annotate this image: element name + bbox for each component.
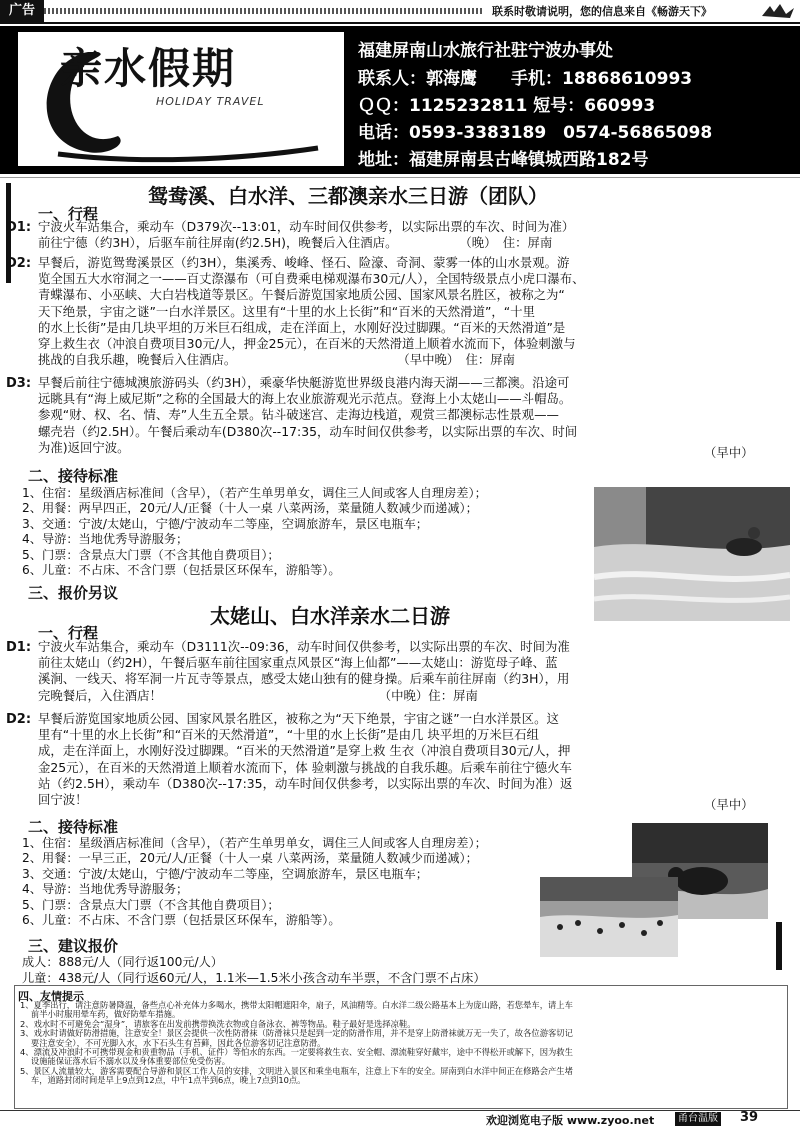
contact-person: 联系人：郭海鹰 手机：18868610993 [358,69,693,89]
address: 地址：福建屏南县古峰镇城西路182号 [358,150,649,170]
tour2-price-heading: 三、建议报价 [28,937,119,955]
tour2-day1-label: D1: [6,640,32,655]
tour1-day1-label: D1: [6,220,32,235]
top-divider [0,22,800,24]
edition-tag: 甬台温版 [675,1112,721,1126]
tour2-day1-text: 宁波火车站集合，乘动车（D3111次--09:36，动车时间仅供参考，以实际出票的车次、时间为准 前往太姥山（约2H），午餐后驱车前往国家重点风景区“海上仙都”——太姥山：游览母子峰、蓝 溪涧、一线天、将军洞一片瓦寺等景点，感受太姥山独有的健身操。后乘车前往屏南（约3H），用 完晚餐后，入住酒店！ （中晚）住：屏南 [38,639,570,703]
photo-swimmers-image [540,877,678,957]
phone-numbers: 电话：0593-3383189 0574-56865098 [358,123,713,143]
section-divider [0,177,800,178]
agency-name: 福建屏南山水旅行社驻宁波办事处 [358,41,613,61]
page-number: 39 [740,1110,759,1125]
footer-website-link[interactable]: 欢迎浏览电子版 www.zyoo.net [486,1114,655,1127]
tour2-title: 太姥山、白水洋亲水二日游 [210,604,450,628]
tour1-day2-text: 早餐后，游览鸳鸯溪景区（约3H），集溪秀、峻峰、怪石、险濠、奇洞、蒙雾一体的山水景观。游 览全国五大水帘洞之一——百丈漈瀑布（可自费乘电梯观瀑布30元/人），全国特级景点小虎口瀑布、 青蝶瀑布、小巫峡、大白岩栈道等景区。午餐后游览国家地质公园、国家风景名胜区，被称之为“ 天下绝景，宇宙之谜”一白水洋景区。这里有“十里的水上长街”和“百米的天然滑道”，“十里 的水上长街”是由几块平坦的万米巨石组成，走在洋面上，水刚好没过脚踝。“百米的天然滑道”是 穿上救生衣（冲浪自费项目30元/人，押金25元），在百米的天然滑道上顺着水流而下，体验刺激与 挑战的自我乐趣，晚餐后入住酒店。 （早中晚） 住：屏南 [38,255,585,368]
tour2-standard-list: 1、住宿：星级酒店标准间（含早），（若产生单男单女，调住三人间或客人自理房差）； 2、用餐：一早三正，20元/人/正餐（十人一桌 八菜两汤，菜量随人数减少而递减）； 3、交通：宁波/太姥山，宁德/宁波动车二等座，空调旅游车，景区电瓶车； 4、导游：当地优秀导游服务； 5、门票：含景点大门票（不含其他自费项目）； 6、儿童：不占床、不含门票（包括景区环保车，游船等）。 [22,836,487,928]
tour2-itinerary-heading: 一、行程 [38,624,99,642]
price-adult: 成人：888元/人（同行返100元/人） [22,955,223,969]
tour1-title: 鸳鸯溪、白水洋、三都澳亲水三日游（团队） [148,184,548,208]
tour1-day3-label: D3: [6,376,32,391]
tour2-standard-heading: 二、接待标准 [28,818,119,836]
tips-list: 1、夏季出行，请注意防暑降温，备些点心补充体力多喝水，携带太阳帽遮阳伞，扇子，风油精等。白水洋二级公路基本上为庞山路，若您晕车，请上车 前半小时服用晕车药，做好防晕车措施。 2、戏水时不可避免会“湿身”，请旅客在出发前携带换洗衣物或自备泳衣、裤等物品。鞋子最好是选择凉鞋。 3、戏水时请做好防滑措施，注意安全！景区会提供一次性防滑袜（防滑袜只是起到一定的防滑作用，并不是穿上防滑袜就万无一失了，故各位游客切记 要注意安全），不可光脚入水，水下石头生有苔藓，因此各位游客切记注意防滑。 4、漂流及冲浪时不可携带现金和贵重物品（手机、证件）等怕水的东西。一定要将救生衣、安全帽、漂流鞋穿好戴牢，途中不得松开或解下，因为救生 设施能保证落水后不溺水以及身体重要部位免受伤害。 5、景区人流量较大，游客需要配合导游和景区工作人员的安排，文明进入景区和乘坐电瓶车，注意上下车的安全。屏南到白水洋中间正在修路会产生堵 车，道路封闭时间是早上9点到12点，中午1点半到6点，晚上7点到10点。 [20,1000,573,1086]
waterfall-slide-photo [594,487,790,621]
top-stripe-divider [44,8,484,14]
tour1-day3-text: 早餐后前往宁德城澳旅游码头（约3H），乘豪华快艇游览世界级良港内海天湖——三都澳。沿途可 远眺具有“海上威尼斯”之称的全国最大的海上农业旅游观光示范点。登海上小太姥山——斗帽岛。 参观“财、权、名、情、寿”人生五全景。钻斗破迷宫、走海边栈道，观赏三都澳标志性景观—— 螺壳岩（约2.5H）。午餐后乘动车(D380次--17:35，动车时间仅供参考，以实际出票的车次、时间 为准)返回宁波。 [38,375,578,455]
photo-waterfall-image [594,487,790,621]
tour1-standard-heading: 二、接待标准 [28,467,119,485]
qq-number: ＱＱ：1125232811 短号：660993 [358,96,656,116]
tour1-price-heading: 三、报价另议 [28,584,119,602]
logo-subtitle: HOLIDAY TRAVEL [156,95,265,108]
ad-tag: 广告 [0,0,44,22]
tour1-standard-list: 1、住宿：星级酒店标准间（含早），（若产生单男单女，调住三人间或客人自理房差）； 2、用餐：两早四正，20元/人/正餐（十人一桌 八菜两汤，菜量随人数减少而递减）； 3、交通：宁波/太姥山，宁德/宁波动车二等座，空调旅游车，景区电瓶车； 4、导游：当地优秀导游服务； 5、门票：含景点大门票（不含其他自费项目）； 6、儿童：不占床、不含门票（包括景区环保车，游船等）。 [22,486,487,578]
logo-text: 亲水假期 [60,44,237,93]
price-child: 儿童：438元/人（同行返60元/人，1.1米—1.5米小孩含动车半票，不含门票不占床） [22,971,486,985]
side-bar-accent [776,922,782,970]
magazine-logo-icon [760,2,796,20]
tour2-day2-meal: （早中） [704,797,754,812]
tips-heading: 四、友情提示 [18,990,84,1003]
top-notice: 联系时敬请说明，您的信息来自《畅游天下》 [492,5,712,18]
tour2-day2-text: 早餐后游览国家地质公园、国家风景名胜区，被称之为“天下绝景，宇宙之谜”一白水洋景区。这 里有“十里的水上长街”和“百米的天然滑道”，“十里的水上长街”是由几 块平坦的万米巨石组 成，走在洋面上，水刚好没过脚踝。“百米的天然滑道”是穿上救 生衣（冲浪自费项目30元/人，押 金25元），在百米的天然滑道上顺着水流而下，体 验刺激与挑战的自我乐趣。后乘车前往宁德火车 站（约2.5H），乘动车（D380次--17:35，动车时间仅供参考，以实际出票的车次、时间为准）返 回宁波！ [38,711,573,808]
tour1-day3-meal: （早中） [704,445,754,460]
tour1-day1-text: 宁波火车站集合，乘动车（D379次--13:01，动车时间仅供参考，以实际出票的车次、时间为准） 前往宁德（约3H），后驱车前往屏南(约2.5H)，晚餐后入住酒店。 （晚） 住：屏南 [38,219,575,251]
tour1-itinerary-heading: 一、行程 [38,205,99,223]
tour2-day2-label: D2: [6,712,32,727]
swimmers-photo [540,877,678,957]
tour1-day2-label: D2: [6,256,32,271]
footer-divider [0,1110,800,1111]
